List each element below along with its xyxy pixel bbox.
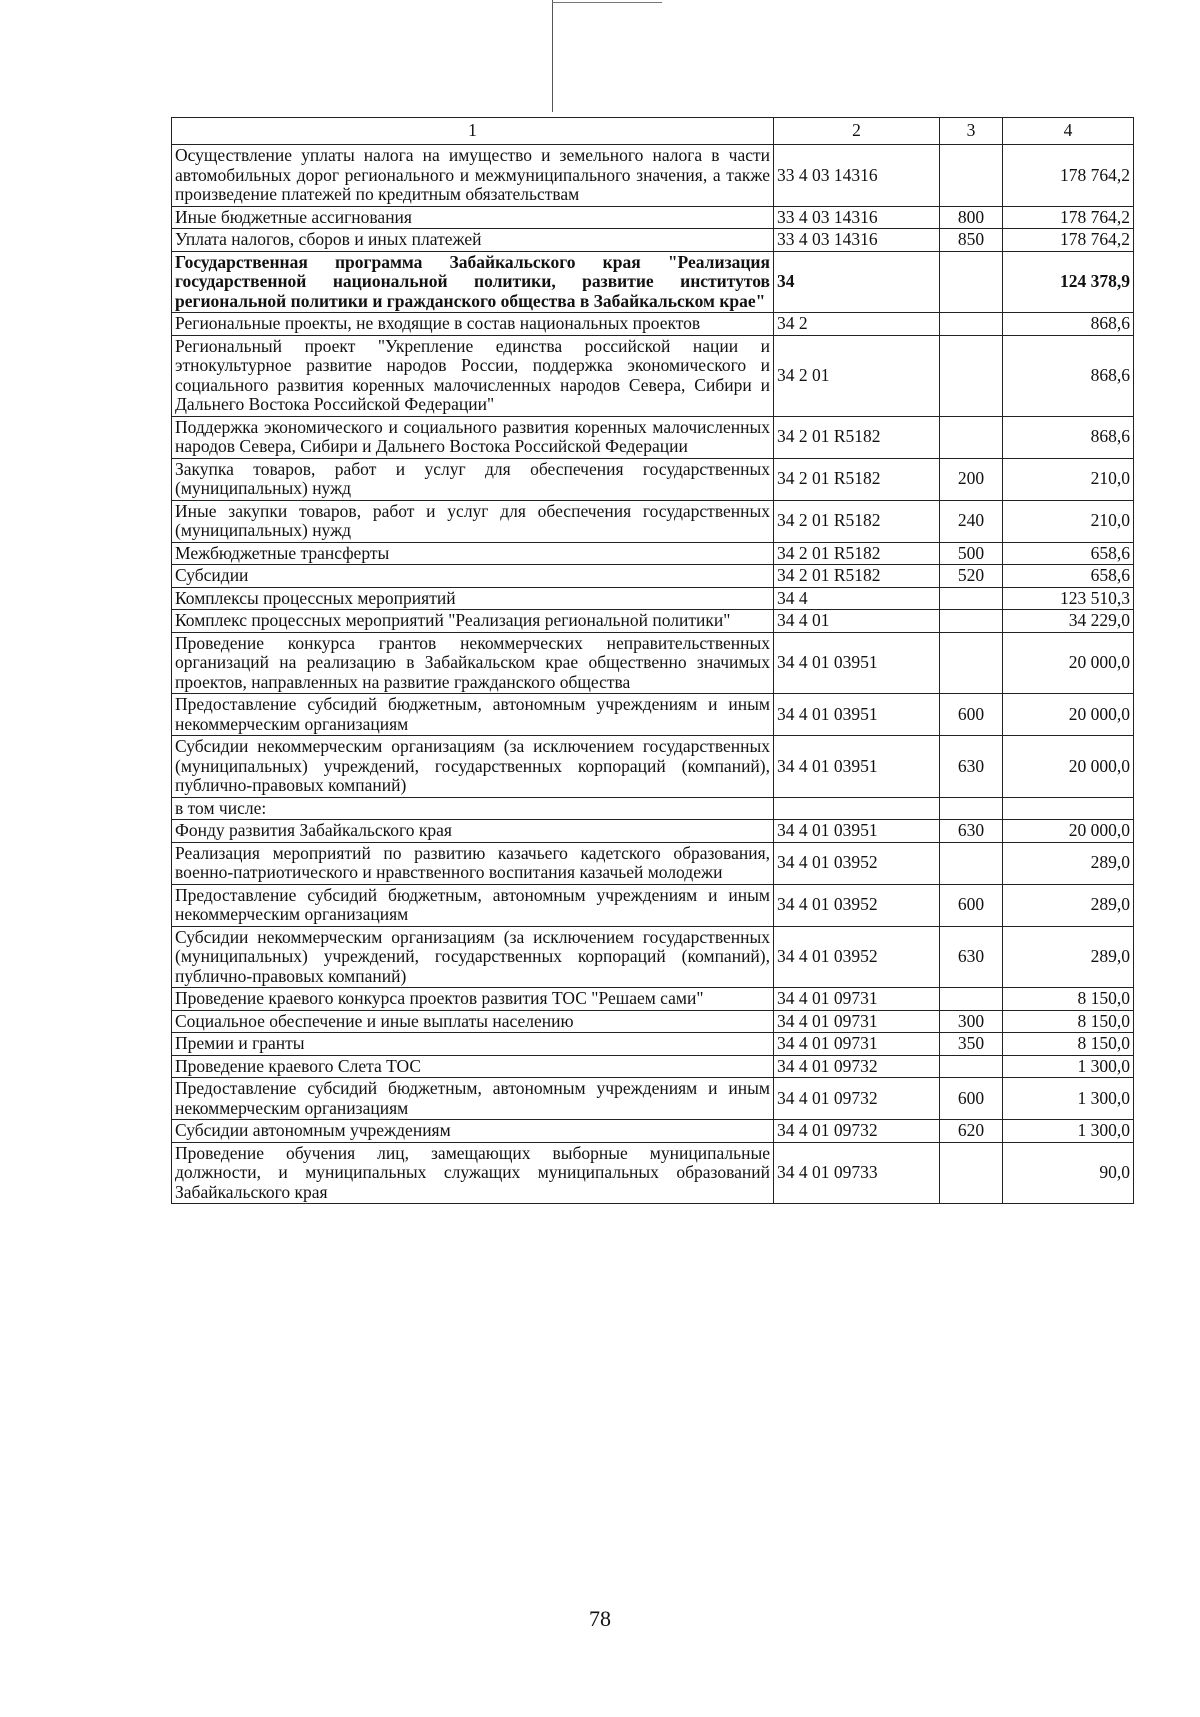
row-amount-cell: 289,0: [1003, 884, 1134, 926]
row-code-cell: 34 4 01 03951: [774, 736, 940, 798]
row-name-cell: Региональный проект "Укрепление единства российской нации и этнокультурное развитие народов России, поддержка экономического и социального развития коренных малочисленных народов Севера, Сибири и Дальнего Востока Российской Федерации": [172, 335, 774, 416]
row-code-cell: [774, 797, 940, 820]
row-name-cell: Закупка товаров, работ и услуг для обеспечения государственных (муниципальных) нужд: [172, 458, 774, 500]
row-name-cell: Региональные проекты, не входящие в состав национальных проектов: [172, 313, 774, 336]
table-row: [172, 884, 1134, 926]
row-vr-cell: [940, 416, 1003, 458]
row-code-cell: 34 2 01: [774, 335, 940, 416]
table-row: [172, 587, 1134, 610]
table-row: [172, 1142, 1134, 1204]
row-code-cell: 33 4 03 14316: [774, 229, 940, 252]
row-amount-cell: 868,6: [1003, 313, 1134, 336]
row-amount-cell: 20 000,0: [1003, 632, 1134, 694]
row-name-cell: Уплата налогов, сборов и иных платежей: [172, 229, 774, 252]
row-code-cell: 34 4 01 03951: [774, 820, 940, 843]
row-code-cell: 34 2 01 R5182: [774, 458, 940, 500]
row-name-cell: Реализация мероприятий по развитию казачьего кадетского образования, военно-патриотического и нравственного воспитания казачьей молодежи: [172, 842, 774, 884]
row-name-cell: Фонду развития Забайкальского края: [172, 820, 774, 843]
row-name-cell: в том числе:: [172, 797, 774, 820]
row-name-cell: Социальное обеспечение и иные выплаты населению: [172, 1010, 774, 1033]
row-vr-cell: 240: [940, 500, 1003, 542]
row-vr-cell: 620: [940, 1120, 1003, 1143]
row-amount-cell: 178 764,2: [1003, 145, 1134, 207]
row-vr-cell: 520: [940, 565, 1003, 588]
row-code-cell: 34 4 01 03951: [774, 632, 940, 694]
row-amount-cell: 178 764,2: [1003, 229, 1134, 252]
row-amount-cell: 658,6: [1003, 542, 1134, 565]
row-vr-cell: 600: [940, 884, 1003, 926]
row-name-cell: Проведение конкурса грантов некоммерческих неправительственных организаций на реализацию в Забайкальском крае общественно значимых проектов, направленных на развитие гражданского общества: [172, 632, 774, 694]
row-amount-cell: 868,6: [1003, 335, 1134, 416]
row-vr-cell: 600: [940, 1078, 1003, 1120]
table-row: [172, 206, 1134, 229]
table-row: [172, 1010, 1134, 1033]
row-code-cell: 34 4 01 03952: [774, 884, 940, 926]
row-vr-cell: 800: [940, 206, 1003, 229]
table-row: [172, 1078, 1134, 1120]
table-row: [172, 1120, 1134, 1143]
table-row: [172, 820, 1134, 843]
table-row: [172, 542, 1134, 565]
table-row: [172, 416, 1134, 458]
row-code-cell: 34 2 01 R5182: [774, 416, 940, 458]
row-code-cell: 34 4 01 03952: [774, 842, 940, 884]
row-vr-cell: [940, 610, 1003, 633]
row-amount-cell: 20 000,0: [1003, 694, 1134, 736]
budget-table: [171, 117, 1134, 1204]
row-name-cell: Субсидии некоммерческим организациям (за исключением государственных (муниципальных) учреждений, государственных корпораций (компаний), публично-правовых компаний): [172, 736, 774, 798]
row-code-cell: 34 4 01 09732: [774, 1055, 940, 1078]
table-row: [172, 229, 1134, 252]
row-amount-cell: 8 150,0: [1003, 1033, 1134, 1056]
row-name-cell: Поддержка экономического и социального развития коренных малочисленных народов Севера, Сибири и Дальнего Востока Российской Федерации: [172, 416, 774, 458]
row-name-cell: Субсидии некоммерческим организациям (за исключением государственных (муниципальных) учреждений, государственных корпораций (компаний), публично-правовых компаний): [172, 926, 774, 988]
page-number: 78: [589, 1606, 611, 1631]
table-row: [172, 632, 1134, 694]
row-name-cell: Осуществление уплаты налога на имущество и земельного налога в части автомобильных дорог регионального и межмуниципального значения, а также произведение платежей по кредитным обязательствам: [172, 145, 774, 207]
table-row: [172, 1033, 1134, 1056]
row-name-cell: Проведение обучения лиц, замещающих выборные муниципальные должности, и муниципальных служащих муниципальных образований Забайкальского края: [172, 1142, 774, 1204]
row-code-cell: 34 4 01: [774, 610, 940, 633]
row-name-cell: Комплекс процессных мероприятий "Реализация региональной политики": [172, 610, 774, 633]
row-code-cell: 34 4: [774, 587, 940, 610]
row-vr-cell: [940, 251, 1003, 313]
row-amount-cell: 1 300,0: [1003, 1078, 1134, 1120]
row-vr-cell: 200: [940, 458, 1003, 500]
table-row: [172, 988, 1134, 1011]
row-vr-cell: [940, 842, 1003, 884]
row-name-cell: Иные бюджетные ассигнования: [172, 206, 774, 229]
row-vr-cell: 600: [940, 694, 1003, 736]
table-header-row: [172, 118, 1134, 145]
row-amount-cell: 210,0: [1003, 500, 1134, 542]
table-row: [172, 797, 1134, 820]
row-amount-cell: 34 229,0: [1003, 610, 1134, 633]
table-row: [172, 736, 1134, 798]
row-code-cell: 34 4 01 09732: [774, 1078, 940, 1120]
row-name-cell: Субсидии автономным учреждениям: [172, 1120, 774, 1143]
row-vr-cell: 630: [940, 926, 1003, 988]
row-code-cell: 34 2: [774, 313, 940, 336]
row-vr-cell: 850: [940, 229, 1003, 252]
table-row: [172, 145, 1134, 207]
row-name-cell: Субсидии: [172, 565, 774, 588]
row-vr-cell: [940, 1142, 1003, 1204]
header-cell-4: 4: [1003, 118, 1134, 145]
row-name-cell: Предоставление субсидий бюджетным, автономным учреждениям и иным некоммерческим организациям: [172, 884, 774, 926]
table-row: [172, 251, 1134, 313]
scan-artifact-line: [552, 2, 662, 3]
table-row: [172, 694, 1134, 736]
row-amount-cell: 1 300,0: [1003, 1055, 1134, 1078]
row-code-cell: 34 2 01 R5182: [774, 500, 940, 542]
row-code-cell: 34 4 01 09731: [774, 1033, 940, 1056]
row-code-cell: 34 4 01 09732: [774, 1120, 940, 1143]
row-vr-cell: [940, 587, 1003, 610]
row-name-cell: Проведение краевого конкурса проектов развития ТОС "Решаем сами": [172, 988, 774, 1011]
row-amount-cell: 178 764,2: [1003, 206, 1134, 229]
row-amount-cell: 658,6: [1003, 565, 1134, 588]
header-cell-3: 3: [940, 118, 1003, 145]
row-code-cell: 34 2 01 R5182: [774, 565, 940, 588]
row-code-cell: 34 4 01 03952: [774, 926, 940, 988]
row-vr-cell: [940, 335, 1003, 416]
row-vr-cell: 500: [940, 542, 1003, 565]
row-code-cell: 34 4 01 09731: [774, 1010, 940, 1033]
row-vr-cell: 630: [940, 736, 1003, 798]
row-amount-cell: 289,0: [1003, 842, 1134, 884]
row-vr-cell: 300: [940, 1010, 1003, 1033]
row-code-cell: 34: [774, 251, 940, 313]
row-amount-cell: 868,6: [1003, 416, 1134, 458]
row-code-cell: 34 2 01 R5182: [774, 542, 940, 565]
row-amount-cell: 1 300,0: [1003, 1120, 1134, 1143]
row-vr-cell: 630: [940, 820, 1003, 843]
row-amount-cell: 8 150,0: [1003, 988, 1134, 1011]
table-row: [172, 926, 1134, 988]
row-amount-cell: 90,0: [1003, 1142, 1134, 1204]
row-amount-cell: 210,0: [1003, 458, 1134, 500]
row-code-cell: 34 4 01 03951: [774, 694, 940, 736]
row-name-cell: Премии и гранты: [172, 1033, 774, 1056]
table-row: [172, 313, 1134, 336]
row-vr-cell: [940, 145, 1003, 207]
row-code-cell: 33 4 03 14316: [774, 206, 940, 229]
row-vr-cell: [940, 988, 1003, 1011]
row-amount-cell: 123 510,3: [1003, 587, 1134, 610]
row-amount-cell: 124 378,9: [1003, 251, 1134, 313]
row-amount-cell: 8 150,0: [1003, 1010, 1134, 1033]
row-vr-cell: [940, 313, 1003, 336]
row-name-cell: Проведение краевого Слета ТОС: [172, 1055, 774, 1078]
row-amount-cell: 289,0: [1003, 926, 1134, 988]
row-code-cell: 33 4 03 14316: [774, 145, 940, 207]
row-vr-cell: 350: [940, 1033, 1003, 1056]
row-vr-cell: [940, 632, 1003, 694]
row-vr-cell: [940, 797, 1003, 820]
row-amount-cell: 20 000,0: [1003, 820, 1134, 843]
header-cell-1: 1: [172, 118, 774, 145]
row-name-cell: Иные закупки товаров, работ и услуг для обеспечения государственных (муниципальных) нужд: [172, 500, 774, 542]
table-row: [172, 1055, 1134, 1078]
table-row: [172, 458, 1134, 500]
table-row: [172, 842, 1134, 884]
row-amount-cell: 20 000,0: [1003, 736, 1134, 798]
row-name-cell: Комплексы процессных мероприятий: [172, 587, 774, 610]
table-row: [172, 335, 1134, 416]
row-amount-cell: [1003, 797, 1134, 820]
row-name-cell: Межбюджетные трансферты: [172, 542, 774, 565]
row-vr-cell: [940, 1055, 1003, 1078]
row-code-cell: 34 4 01 09731: [774, 988, 940, 1011]
table-row: [172, 500, 1134, 542]
row-code-cell: 34 4 01 09733: [774, 1142, 940, 1204]
table-row: [172, 565, 1134, 588]
header-cell-2: 2: [774, 118, 940, 145]
row-name-cell: Предоставление субсидий бюджетным, автономным учреждениям и иным некоммерческим организациям: [172, 1078, 774, 1120]
table-row: [172, 610, 1134, 633]
scan-artifact-line: [552, 0, 553, 112]
row-name-cell: Государственная программа Забайкальского края "Реализация государственной национальной политики, развитие институтов региональной политики и гражданского общества в Забайкальском крае": [172, 251, 774, 313]
row-name-cell: Предоставление субсидий бюджетным, автономным учреждениям и иным некоммерческим организациям: [172, 694, 774, 736]
